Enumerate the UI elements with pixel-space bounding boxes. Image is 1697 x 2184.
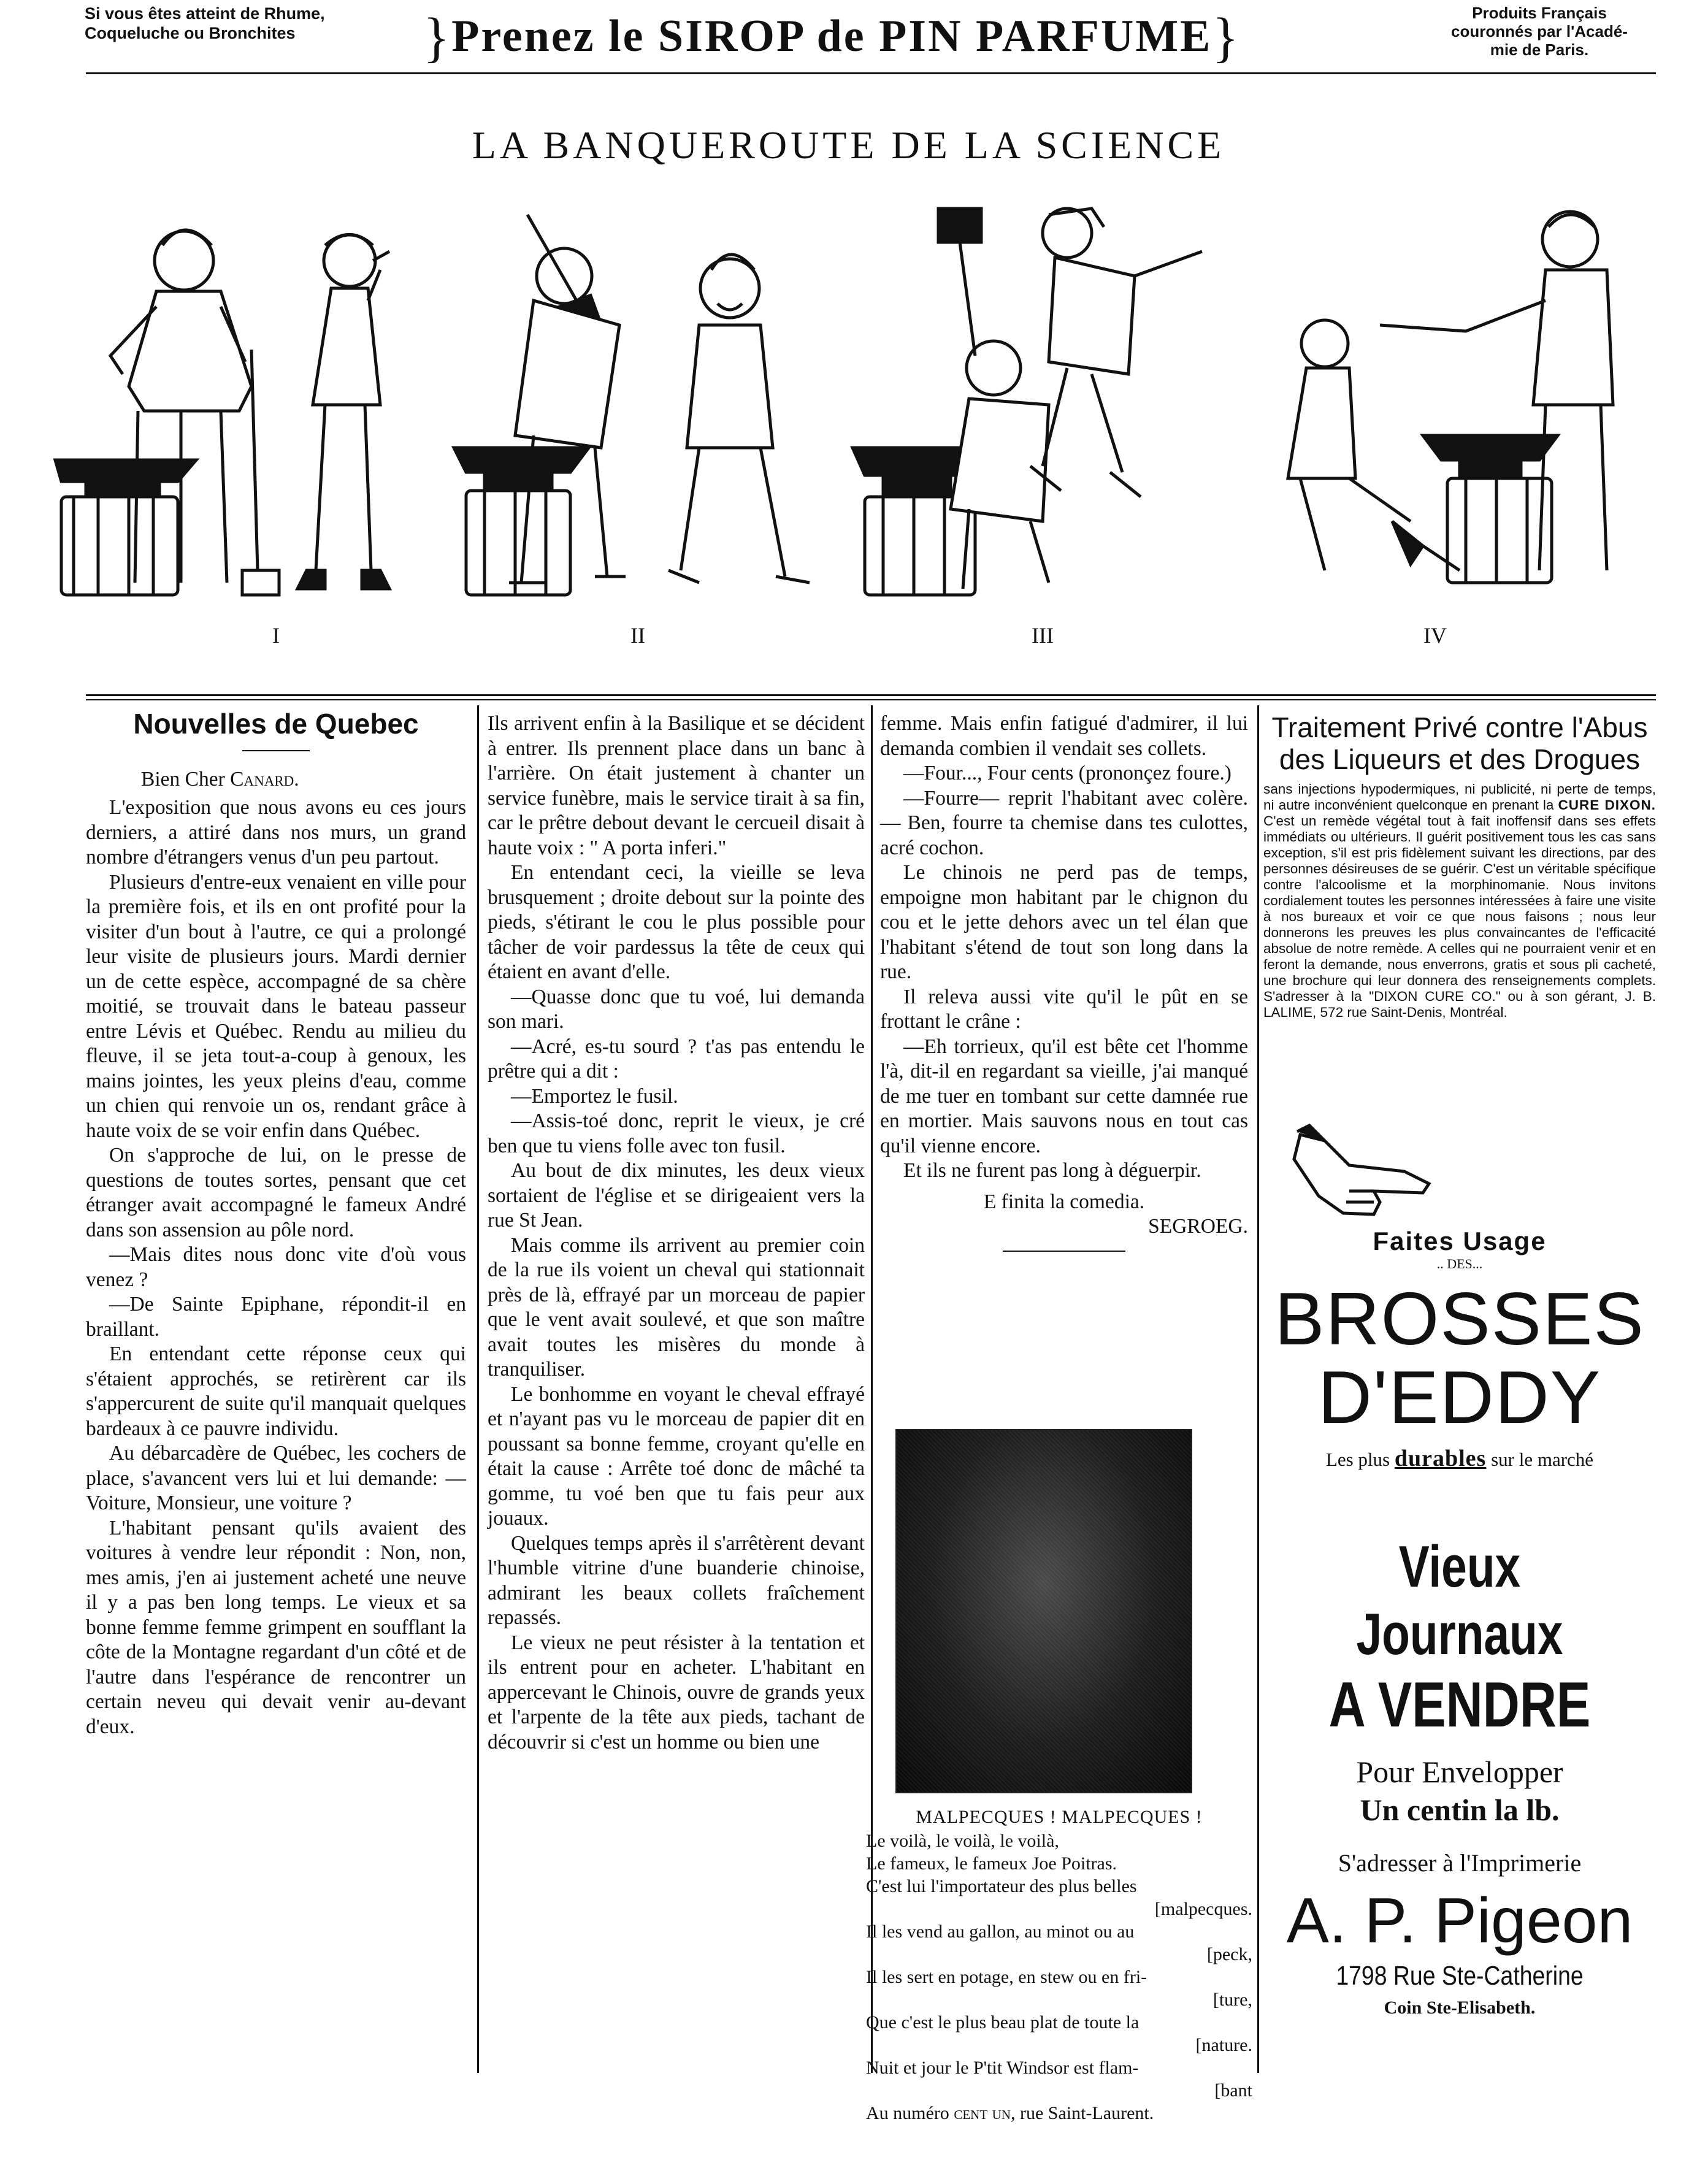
ad-treatment-heading-1: Traitement Privé contre l'Abus xyxy=(1271,711,1648,743)
cartoon-numeral-2: II xyxy=(630,623,645,648)
article-paragraph: —Acré, es-tu sourd ? t'as pas entendu le prêtre qui a dit : xyxy=(488,1035,865,1082)
article-paragraph: Le vieux ne peut résister à la tentation et ils entrent pour en acheter. L'habitant en appercevant le Chinois, ouvre de grands yeux et l'arpente de la tête aux pieds, tachant de découvrir si c'est un homme ou bien une xyxy=(488,1631,865,1753)
poem-lines xyxy=(866,1830,1252,2102)
cartoon-panel-1 xyxy=(37,202,417,601)
ad-journaux-big1: Vieux Journaux xyxy=(1356,1534,1563,1667)
ad-treatment-brand: CURE DIXON. xyxy=(1558,797,1656,813)
article-paragraph: Au bout de dix minutes, les deux vieux sortaient de l'église et se dirigeaient vers la rue St Jean. xyxy=(488,1159,865,1232)
cartoon-panel-3 xyxy=(846,202,1239,601)
banner-brace-left: } xyxy=(423,7,452,68)
ad-brosses-line2: .. DES... xyxy=(1436,1256,1483,1271)
poem-line: Il les vend au gallon, au minot ou au xyxy=(866,1922,1135,1942)
article-paragraph: Et ils ne furent pas long à déguerpir. xyxy=(903,1159,1201,1182)
ad-journaux-line1: Pour Envelopper xyxy=(1356,1755,1563,1789)
poem-title: MALPECQUES ! MALPECQUES ! xyxy=(916,1807,1203,1827)
poem-last-prefix: Au numéro xyxy=(866,2103,949,2123)
poem-line: Que c'est le plus beau plat de toute la xyxy=(866,2012,1140,2033)
salutation xyxy=(86,767,466,792)
ad-journaux-address: 1798 Rue Ste-Catherine xyxy=(1336,1961,1584,1991)
ad-treatment-heading-2: des Liqueurs et des Drogues xyxy=(1279,743,1641,775)
article-paragraph: L'habitant pensant qu'ils avaient des voitures à vendre leur répondit : Non, non, mes amis, j'en ai justement acheté une neuve il y a pas ben long temps. Le vieux et sa bonne femme femme grimpent en soufflant la côte de la Montagne regardant d'un côté et de l'autre dans l'espérance de rencontrer un certain neveu qui devait venir au-devant d'eux. xyxy=(86,1516,466,1738)
closing-line: E finita la comedia. xyxy=(983,1190,1145,1213)
article-paragraph: —Four..., Four cents (prononçez foure.) xyxy=(903,762,1232,784)
article-paragraph: En entendant cette réponse ceux qui s'étaient approchés, se retirèrent car ils s'appercurent de suite qu'il manquait quelques bardeaux à ce pauvre individu. xyxy=(86,1343,466,1440)
banner-left-line2: Coqueluche ou Bronchites xyxy=(85,24,296,42)
banner-rule xyxy=(86,72,1656,74)
article-paragraph: —Mais dites nous donc vite d'où vous venez ? xyxy=(86,1243,466,1291)
ad-brosses-line1: Faites Usage xyxy=(1373,1227,1547,1255)
article-paragraph: —De Sainte Epiphane, répondit-il en braillant. xyxy=(86,1293,466,1341)
poem-line: [nature. xyxy=(1195,2035,1252,2055)
poem-line: Le fameux, le fameux Joe Poitras. xyxy=(866,1853,1117,1874)
article-column-3 xyxy=(880,711,1248,1252)
poem-line: Il les sert en potage, en stew ou en fri- xyxy=(866,1967,1147,1987)
article-paragraph: femme. Mais enfin fatigué d'admirer, il lui demanda combien il vendait ses collets. xyxy=(880,712,1248,760)
salutation-prefix: Bien Cher xyxy=(141,767,225,791)
banner-right-line3: mie de Paris. xyxy=(1490,40,1589,59)
banner-right-line1: Produits Français xyxy=(1472,4,1607,22)
ad-journaux-corner: Coin Ste-Elisabeth. xyxy=(1384,1998,1536,2018)
article-paragraph: L'exposition que nous avons eu ces jours derniers, a attiré dans nos murs, un grand nombre d'étrangers venus d'un peu partout. xyxy=(86,796,466,868)
article-paragraph: Le chinois ne perd pas de temps, empoigne mon habitant par le chignon du cou et le jette dehors avec un tel élan que l'habitant s'étend de tout son long dans la rue. xyxy=(880,861,1248,983)
ad-brosses-big2: D'EDDY xyxy=(1317,1355,1602,1439)
article-column-1 xyxy=(86,708,466,1739)
ad-treatment xyxy=(1263,711,1656,1021)
article-paragraph: Plusieurs d'entre-eux venaient en ville pour la première fois, et ils en ont profité pour la visiter d'un bout à l'autre, ce qui a prolongé leur visite de plusieurs jours. Mardi dernier un de cette espèce, accompagné de sa chère moitié, se trouvait dans le bateau passeur entre Lévis et Québec. Rendu au milieu du fleuve, il se jeta tout-a-coup à genoux, les mains jointes, les yeux pleins d'eau, comme un chien qui renvoie un os, rendant grâce à haute voix de se voir enfin dans Québec. xyxy=(86,870,466,1142)
column-divider-1 xyxy=(477,705,479,2073)
article-paragraph: Quelques temps après il s'arrêtèrent devant l'humble vitrine d'une buanderie chinoise, admirant les beaux collets fraîchement repassés. xyxy=(488,1531,865,1629)
ad-brosses-tag-b: durables xyxy=(1394,1446,1487,1471)
poem-last-caps: cent un xyxy=(954,2103,1011,2123)
pointing-hand-icon xyxy=(1282,1122,1441,1227)
poem-line: Le voilà, le voilà, le voilà, xyxy=(866,1831,1059,1851)
banner-main-text: Prenez le SIROP de PIN PARFUME xyxy=(451,11,1212,61)
ad-brosses-big1: BROSSES xyxy=(1274,1277,1645,1360)
salutation-name: Canard. xyxy=(230,767,299,791)
banner-right-line2: couronnés par l'Acadé- xyxy=(1451,22,1628,40)
cartoon-numeral-3: III xyxy=(1032,623,1054,648)
ad-journaux-line3: S'adresser à l'Imprimerie xyxy=(1338,1849,1582,1877)
ad-journaux-printer: A. P. Pigeon xyxy=(1286,1885,1633,1956)
article-paragraph: —Fourre— reprit l'habitant avec colère.— Ben, fourre ta chemise dans tes culottes, acré cochon. xyxy=(880,786,1248,859)
ad-treatment-body-b: C'est un remède végétal tout à fait inoffensif dans ses effets immédiats ou ultérieurs. Il guérit positivement tous les cas sans exception, s'il est pris fidèlement suivant les directions, par des personnes désireuses de se guérir. C'est un véritable spécifique contre l'alcoolisme et la morphinomanie. Nous invitons cordialement toutes les personnes intéressées à faire une visite à nos bureaux et voir ce que nous faisons ; nous leur donnerons les preuves les plus convaincantes de l'efficacité absolue de notre remède. A celles qui ne pourraient venir et en feront la demande, nous enverrons, gratis et sous pli cacheté, une brochure qui leur donnera des renseignements complets. S'adresser à la "DIXON CURE CO." ou à son gérant, J. B. LALIME, 572 rue Saint-Denis, Montréal. xyxy=(1263,813,1656,1020)
article-signature: SEGROEG. xyxy=(1148,1215,1248,1238)
article-paragraph: En entendant ceci, la vieille se leva brusquement ; droite debout sur la pointe des pieds, s'étirant le cou le plus possible pour tâcher de voir pardessus la tête de ceux qui étaient en avant d'elle. xyxy=(488,861,865,983)
article-paragraph: Le bonhomme en voyant le cheval effrayé et n'ayant pas vu le morceau de papier dit en poussant sa bonne femme, croyant qu'elle en était la cause : Arrête toé donc de mâché ta gomme, tu voé ben que tu fais peur aux jouaux. xyxy=(488,1382,865,1530)
banner-left-line1: Si vous êtes atteint de Rhume, xyxy=(85,4,325,23)
column-divider-3 xyxy=(1257,705,1259,2073)
cartoon-panel-2 xyxy=(442,202,822,601)
ad-brosses-tag-a: Les plus xyxy=(1325,1449,1390,1470)
article-paragraph: Ils arrivent enfin à la Basilique et se décident à entrer. Ils prennent place dans un banc à l'arrière. On était justement à chanter un service funèbre, mais le service tirait à sa fin, car le prêtre debout devant le cercueil disait à haute voix : " A porta inferi." xyxy=(488,712,865,859)
cartoon-title: LA BANQUEROUTE DE LA SCIENCE xyxy=(472,123,1225,167)
article-paragraph: —Quasse donc que tu voé, lui demanda son mari. xyxy=(488,985,865,1033)
poem-block xyxy=(866,1806,1252,2125)
cartoon-numeral-4: IV xyxy=(1423,623,1447,648)
poem-line: [peck, xyxy=(1206,1944,1252,1964)
article-paragraph: On s'approche de lui, on le presse de questions de toutes sortes, pensant que cet étranger avait accompagné le fameux André dans son assension au pôle nord. xyxy=(86,1144,466,1241)
signature-rule xyxy=(1003,1251,1125,1252)
article-paragraph: —Emportez le fusil. xyxy=(511,1084,678,1108)
ad-journaux-line2: Un centin la lb. xyxy=(1360,1793,1560,1827)
cartoon-panel-4 xyxy=(1263,202,1644,601)
cartoon-numeral-1: I xyxy=(272,623,280,648)
poem-last-line xyxy=(866,2102,1252,2125)
heading-underline xyxy=(242,750,310,751)
article-paragraph: Mais comme ils arrivent au premier coin de la rue ils voient un cheval qui stationnait près de là, effrayé par un morceau de papier que le vent avait soulevé, et que son maître avait toutes les misères du monde à tranquiliser. xyxy=(488,1233,865,1381)
poem-line: C'est lui l'importateur des plus belles xyxy=(866,1876,1137,1896)
poem-line: [malpecques. xyxy=(1154,1899,1252,1919)
section-rule-top xyxy=(86,694,1656,696)
ad-brosses xyxy=(1263,1227,1656,1472)
banner-right-text xyxy=(1404,4,1674,59)
poem-line: [bant xyxy=(1214,2080,1252,2101)
poem-line: Nuit et jour le P'tit Windsor est flam- xyxy=(866,2058,1139,2078)
article-column-2 xyxy=(488,711,865,1755)
poem-line: [ture, xyxy=(1212,1990,1252,2010)
banner-brace-right: } xyxy=(1212,7,1241,68)
banner-headline xyxy=(423,6,1404,69)
ad-brosses-tag-c: sur le marché xyxy=(1491,1449,1594,1470)
section-rule-second xyxy=(86,699,1656,700)
ad-brosses-tagline xyxy=(1263,1445,1656,1472)
ad-treatment-body xyxy=(1263,781,1656,1021)
article-paragraph: Au débarcadère de Québec, les cochers de place, s'avancent vers lui et lui demande: — Voiture, Monsieur, une voiture ? xyxy=(86,1442,466,1514)
banner-left-text xyxy=(85,4,404,43)
poem-last-suffix: , rue Saint-Laurent. xyxy=(1010,2103,1154,2123)
article-paragraph: —Assis-toé donc, reprit le vieux, je cré ben que tu viens folle avec ton fusil. xyxy=(488,1109,865,1157)
portrait-photo xyxy=(895,1429,1192,1793)
ad-treatment-body-a: sans injections hypodermiques, ni publicité, ni perte de temps, ni autre inconvénient quelconque en prenant la xyxy=(1263,781,1656,813)
article-paragraph: —Eh torrieux, qu'il est bête cet l'homme l'à, dit-il en regardant sa vieille, j'ai manqué de me tuer en tombant sur cette damnée rue en mortier. Mais sauvons nous en tout cas qu'il vienne encore. xyxy=(880,1035,1248,1157)
article-paragraph: Il releva aussi vite qu'il le pût en se frottant le crâne : xyxy=(880,985,1248,1033)
ad-journaux xyxy=(1263,1533,1656,2021)
ad-journaux-big2: A VENDRE xyxy=(1328,1669,1591,1741)
article-heading: Nouvelles de Quebec xyxy=(133,708,419,740)
